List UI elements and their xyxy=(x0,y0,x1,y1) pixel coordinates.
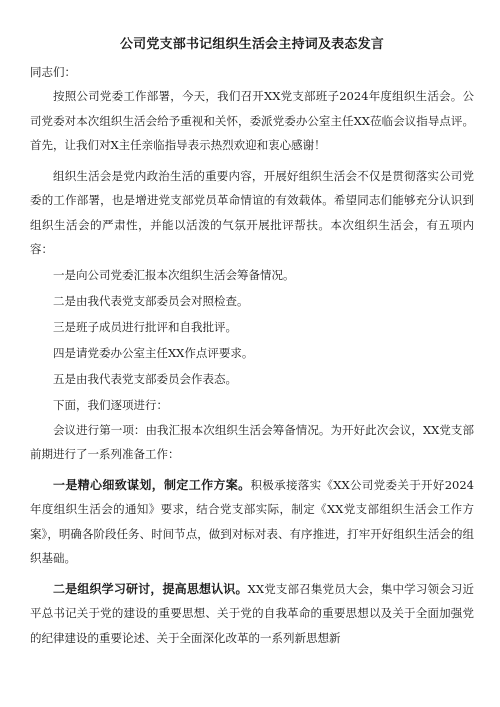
agenda-item-1: 一是向公司党委汇报本次组织生活会筹备情况。 xyxy=(53,267,295,282)
document-title: 公司党支部书记组织生活会主持词及表态发言 xyxy=(119,37,384,52)
section-plan-lead: 一是精心细致谋划，制定工作方案。 xyxy=(53,477,251,492)
paragraph-purpose: 组织生活会是党内政治生活的重要内容，开展好组织生活会不仅是贯彻落实公司党委的工作部署，也是增进党支部党员革命情谊的有效载体。希望同志们能够充分认识到组织生活会的严肃性，并能以活泼的气氛开展批评帮扶。本次组织生活会，有五项内容： xyxy=(30,168,474,256)
agenda-item-2: 二是由我代表党支部委员会对照检查。 xyxy=(53,293,249,308)
paragraph-first-agenda: 会议进行第一项：由我汇报本次组织生活会筹备情况。为开好此次会议，XX党支部前期进行了一系列准备工作： xyxy=(30,422,474,461)
section-plan-body: 积极承接落实《XX公司党委关于开好2024年度组织生活会的通知》要求，结合党支部实际，制定《XX党支部组织生活会工作方案》，明确各阶段任务、时间节点，做到对标对表、有序推进，打牢开好组织生活会的组织基础。 xyxy=(30,477,474,565)
section-study-lead: 二是组织学习研讨，提高思想认识。 xyxy=(53,581,248,596)
section-plan xyxy=(30,473,474,571)
paragraph-opening: 按照公司党委工作部署，今天，我们召开XX党支部班子2024年度组织生活会。公司党委对本次组织生活会给予重视和关怀，委派党委办公室主任XX莅临会议指导点评。首先，让我们对X主任亲临指导表示热烈欢迎和衷心感谢！ xyxy=(30,89,474,152)
agenda-item-3: 三是班子成员进行批评和自我批评。 xyxy=(53,319,237,334)
section-study xyxy=(30,577,474,651)
agenda-item-5: 五是由我代表党支部委员会作表态。 xyxy=(53,371,237,386)
salutation: 同志们： xyxy=(30,65,76,79)
paragraph-proceed: 下面，我们逐项进行： xyxy=(53,397,168,412)
agenda-item-4: 四是请党委办公室主任XX作点评要求。 xyxy=(53,345,254,360)
section-study-body: XX党支部召集党员大会，集中学习领会习近平总书记关于党的建设的重要思想、关于党的自我革命的重要思想以及关于全面加强党的纪律建设的重要论述、关于全面深化改革的一系列新思想新 xyxy=(30,581,474,645)
